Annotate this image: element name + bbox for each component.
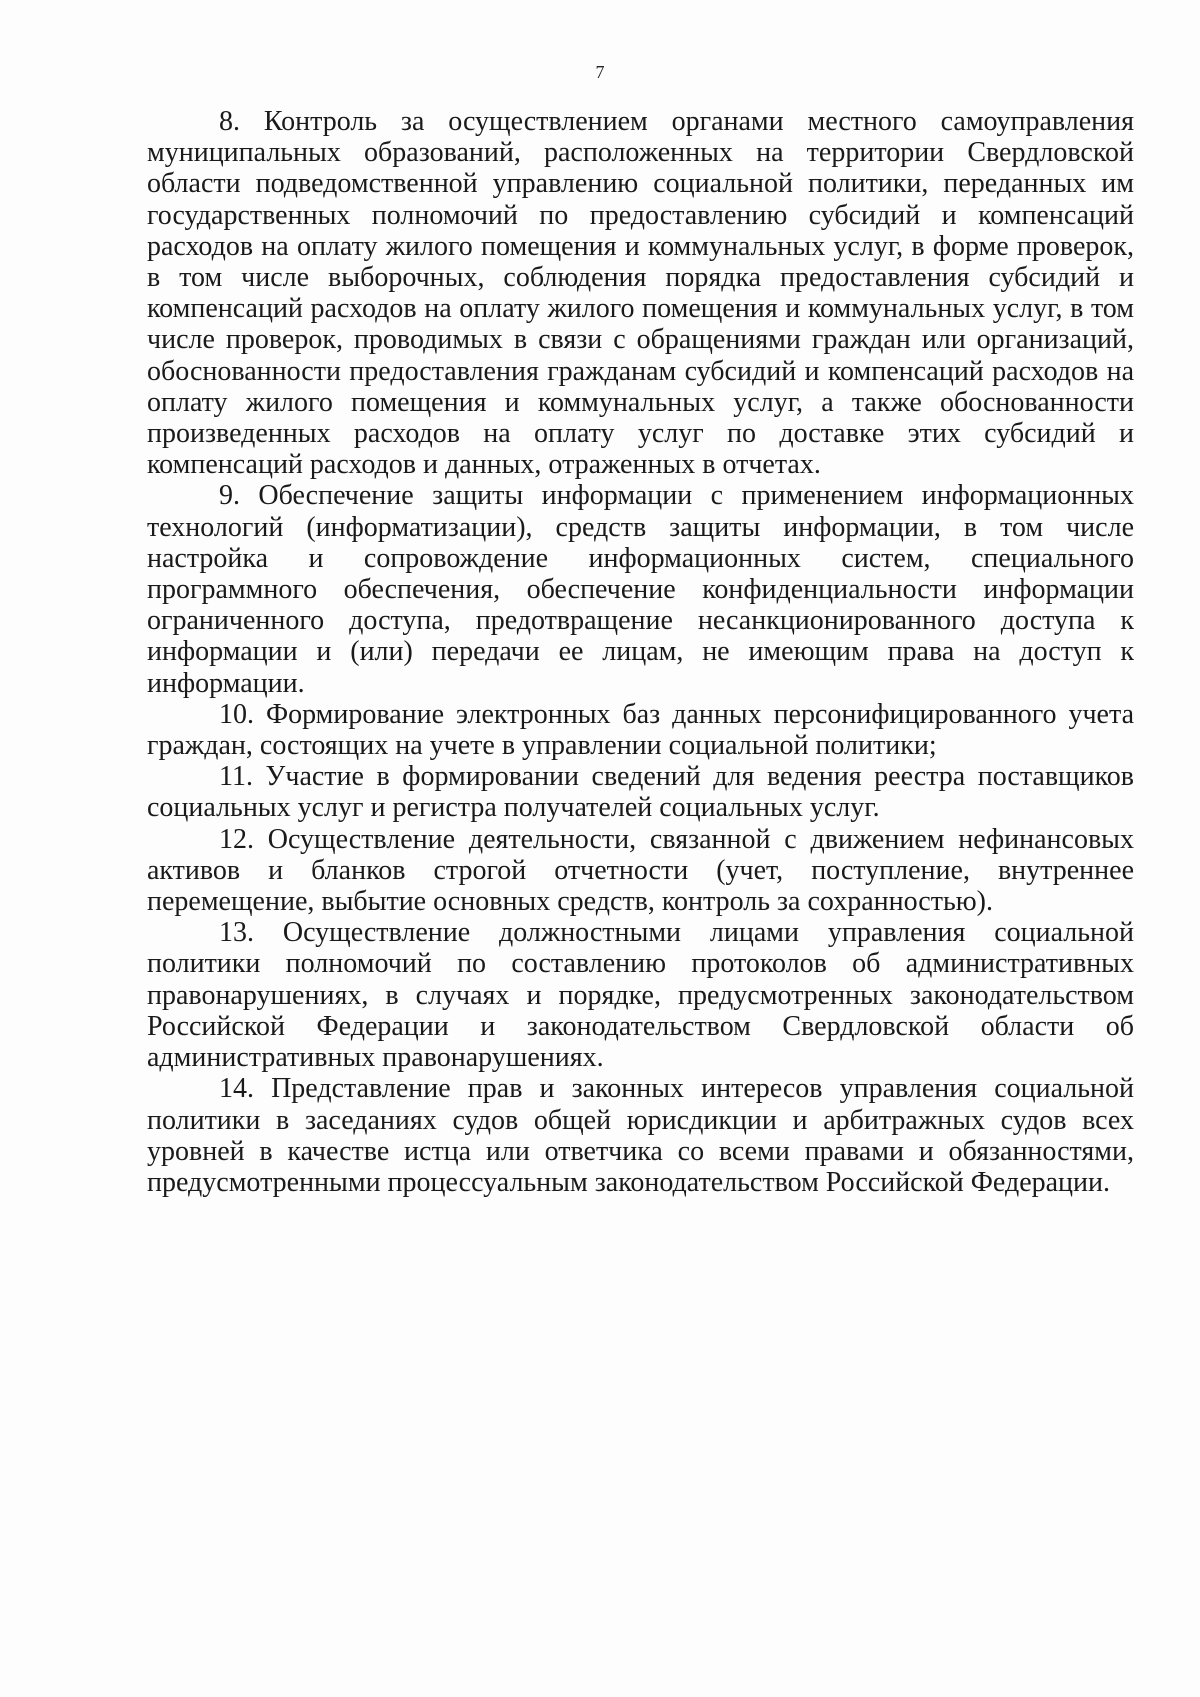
paragraph-11: 11. Участие в формировании сведений для ведения реестра поставщиков социальных услуг и регистра получателей социальных услуг. — [147, 761, 1134, 824]
paragraph-14: 14. Представление прав и законных интересов управления социальной политики в заседаниях судов общей юрисдикции и арбитражных судов всех уровней в качестве истца или ответчика со всеми правами и обязанностями, предусмотренными процессуальным законодательством Российской Федерации. — [147, 1073, 1134, 1198]
paragraph-8: 8. Контроль за осуществлением органами местного самоуправления муниципальных образований, расположенных на территории Свердловской области подведомственной управлению социальной политики, переданных им государственных полномочий по предоставлению субсидий и компенсаций расходов на оплату жилого помещения и коммунальных услуг, в форме проверок, в том числе выборочных, соблюдения порядка предоставления субсидий и компенсаций расходов на оплату жилого помещения и коммунальных услуг, в том числе проверок, проводимых в связи с обращениями граждан или организаций, обоснованности предоставления гражданам субсидий и компенсаций расходов на оплату жилого помещения и коммунальных услуг, а также обоснованности произведенных расходов на оплату услуг по доставке этих субсидий и компенсаций расходов и данных, отраженных в отчетах. — [147, 106, 1134, 481]
page-number: 7 — [595, 62, 605, 82]
paragraph-13: 13. Осуществление должностными лицами управления социальной политики полномочий по составлению протоколов об административных правонарушениях, в случаях и порядке, предусмотренных законодательством Российской Федерации и законодательством Свердловской области об административных правонарушениях. — [147, 917, 1134, 1074]
paragraph-12: 12. Осуществление деятельности, связанной с движением нефинансовых активов и бланков строгой отчетности (учет, поступление, внутреннее перемещение, выбытие основных средств, контроль за сохранностью). — [147, 823, 1134, 918]
paragraph-10: 10. Формирование электронных баз данных персонифицированного учета граждан, состоящих на учете в управлении социальной политики; — [147, 698, 1134, 762]
document-body — [147, 106, 1134, 1198]
paragraph-9: 9. Обеспечение защиты информации с применением информационных технологий (информатизации), средств защиты информации, в том числе настройка и сопровождение информационных систем, специального программного обеспечения, обеспечение конфиденциальности информации ограниченного доступа, предотвращение несанкционированного доступа к информации и (или) передачи ее лицам, не имеющим права на доступ к информации. — [147, 480, 1134, 699]
